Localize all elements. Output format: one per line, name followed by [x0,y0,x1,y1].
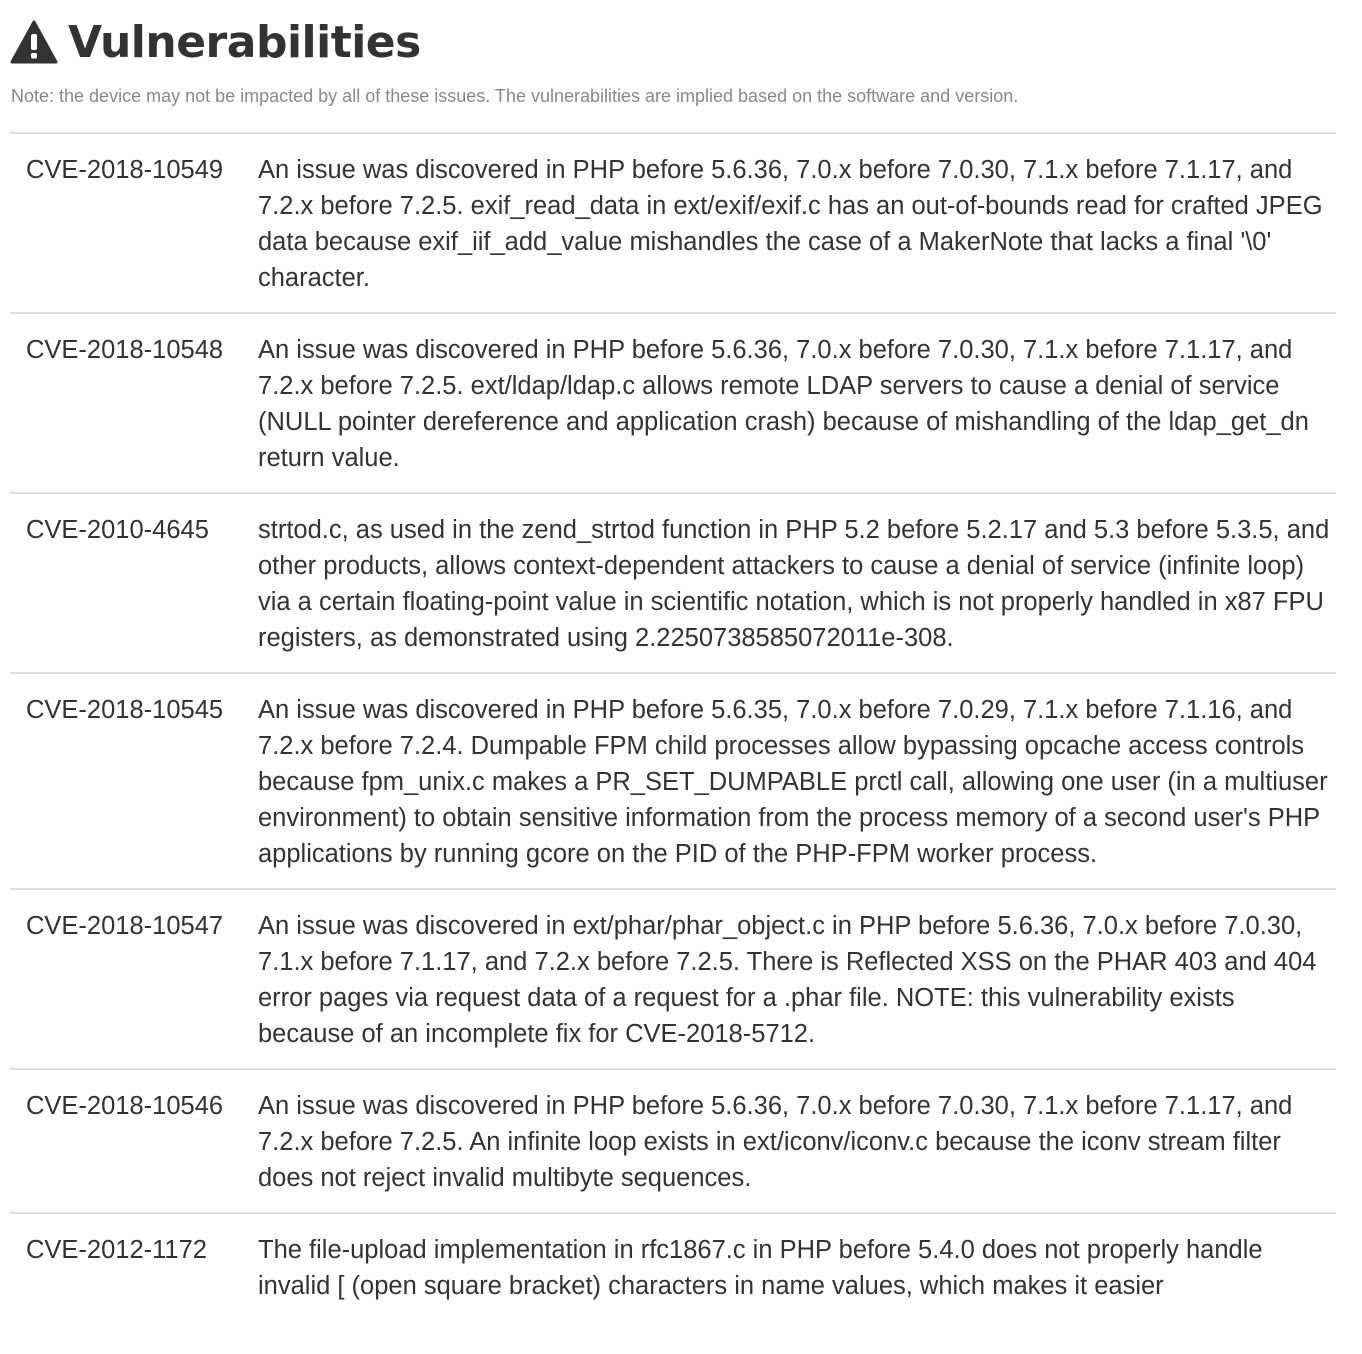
cve-id: CVE-2018-10546 [10,1069,258,1213]
table-row [10,889,1336,1069]
cve-id: CVE-2010-4645 [10,493,258,673]
cve-id: CVE-2018-10545 [10,673,258,889]
table-row [10,133,1336,313]
table-row [10,1213,1336,1320]
cve-summary: An issue was discovered in PHP before 5.6.36, 7.0.x before 7.0.30, 7.1.x before 7.1.17, and 7.2.x before 7.2.5. An infinite loop exists in ext/iconv/iconv.c because the iconv stream filter does not reject invalid multibyte sequences. [258,1069,1336,1213]
vulnerabilities-header [10,14,421,70]
cve-id: CVE-2018-10549 [10,133,258,313]
cve-id: CVE-2012-1172 [10,1213,258,1320]
cve-id: CVE-2018-10547 [10,889,258,1069]
table-row [10,1069,1336,1213]
warning-triangle-icon [10,18,58,66]
table-row [10,313,1336,493]
cve-summary: An issue was discovered in PHP before 5.6.35, 7.0.x before 7.0.29, 7.1.x before 7.1.16, and 7.2.x before 7.2.4. Dumpable FPM child processes allow bypassing opcache access controls because fpm_unix.c makes a PR_SET_DUMPABLE prctl call, allowing one user (in a multiuser environment) to obtain sensitive information from the process memory of a second user's PHP applications by running gcore on the PID of the PHP-FPM worker process. [258,673,1336,889]
page-title: Vulnerabilities [68,16,421,68]
cve-summary: strtod.c, as used in the zend_strtod function in PHP 5.2 before 5.2.17 and 5.3 before 5.3.5, and other products, allows context-dependent attackers to cause a denial of service (infinite loop) via a certain floating-point value in scientific notation, which is not properly handled in x87 FPU registers, as demonstrated using 2.2250738585072011e-308. [258,493,1336,673]
vulnerabilities-table [10,132,1336,1320]
cve-summary: An issue was discovered in PHP before 5.6.36, 7.0.x before 7.0.30, 7.1.x before 7.1.17, and 7.2.x before 7.2.5. ext/ldap/ldap.c allows remote LDAP servers to cause a denial of service (NULL pointer dereference and application crash) because of mishandling of the ldap_get_dn return value. [258,313,1336,493]
table-row [10,673,1336,889]
table-row [10,493,1336,673]
cve-summary: An issue was discovered in ext/phar/phar_object.c in PHP before 5.6.36, 7.0.x before 7.0.30, 7.1.x before 7.1.17, and 7.2.x before 7.2.5. There is Reflected XSS on the PHAR 403 and 404 error pages via request data of a request for a .phar file. NOTE: this vulnerability exists because of an incomplete fix for CVE-2018-5712. [258,889,1336,1069]
cve-summary: The file-upload implementation in rfc1867.c in PHP before 5.4.0 does not properly handle invalid [ (open square bracket) characters in name values, which makes it easier [258,1213,1336,1320]
vulnerabilities-note: Note: the device may not be impacted by all of these issues. The vulnerabilities are implied based on the software and version. [11,86,1019,106]
cve-id: CVE-2018-10548 [10,313,258,493]
cve-summary: An issue was discovered in PHP before 5.6.36, 7.0.x before 7.0.30, 7.1.x before 7.1.17, and 7.2.x before 7.2.5. exif_read_data in ext/exif/exif.c has an out-of-bounds read for crafted JPEG data because exif_iif_add_value mishandles the case of a MakerNote that lacks a final '\0' character. [258,133,1336,313]
